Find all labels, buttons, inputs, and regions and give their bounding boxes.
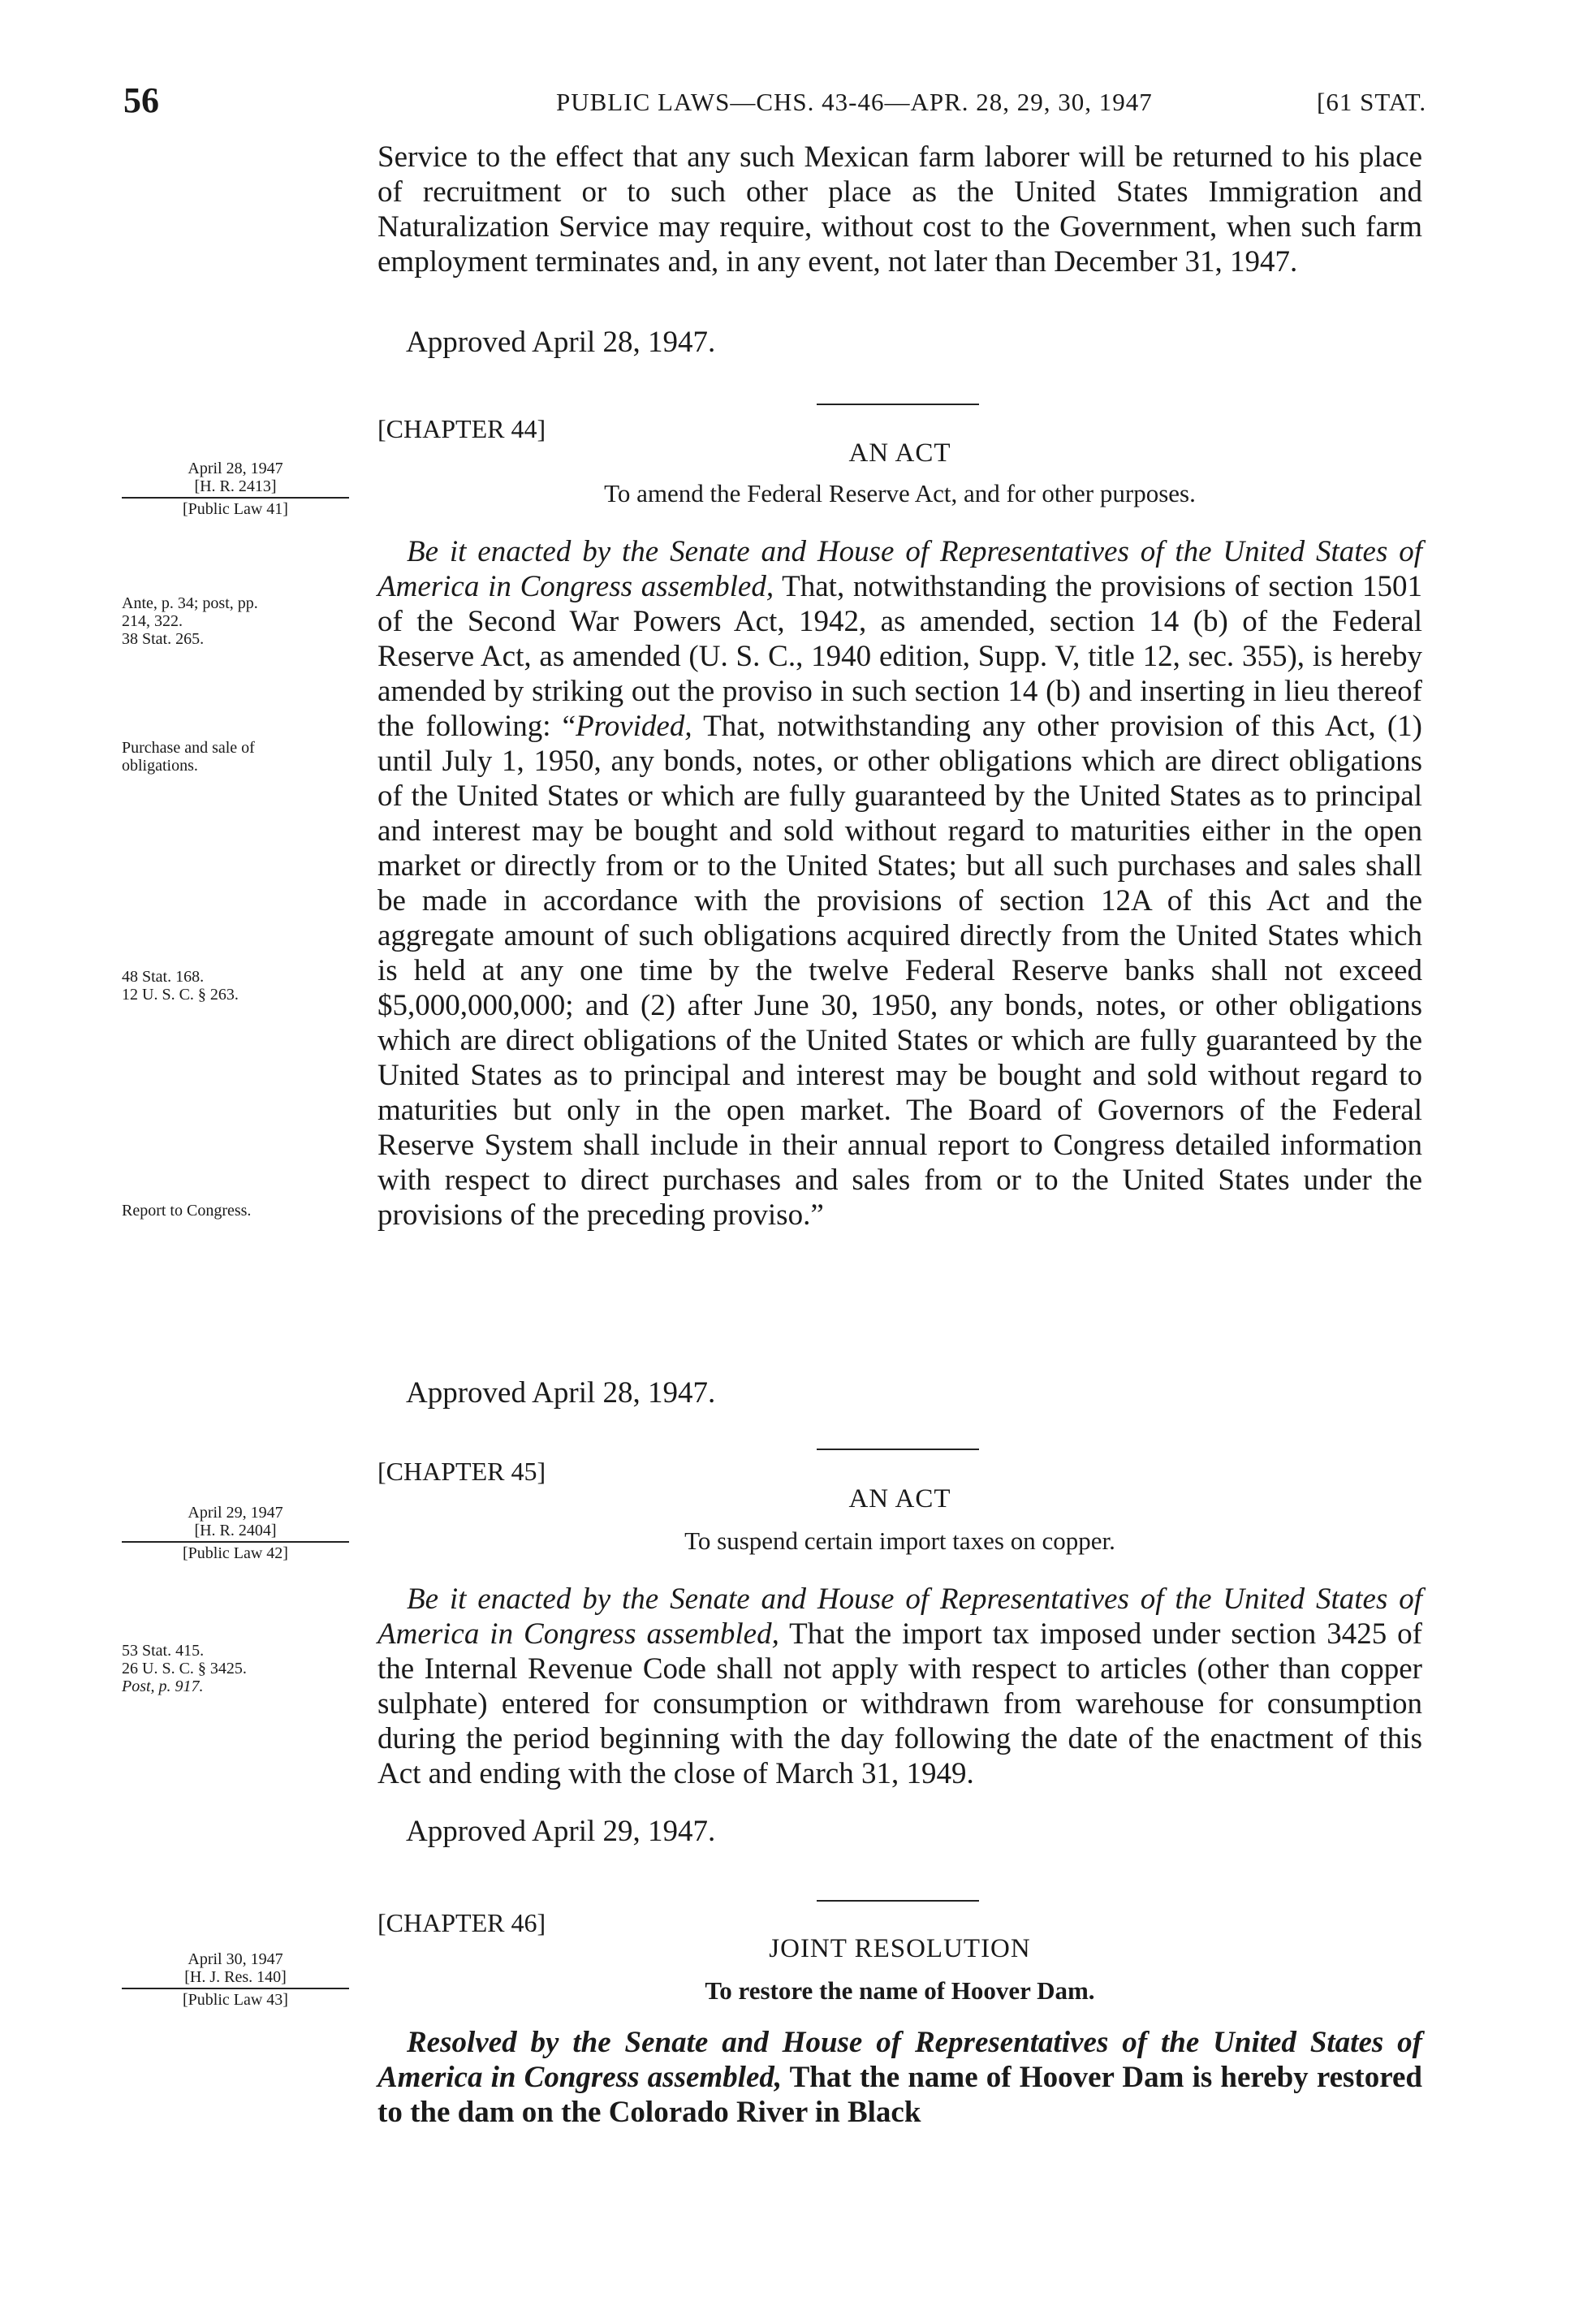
chapter-45-purpose: To suspend certain import taxes on copper.	[684, 1526, 1115, 1555]
chapter-44-purpose: To amend the Federal Reserve Act, and for other purposes.	[604, 479, 1196, 507]
approved-line-ch43: Approved April 28, 1947.	[406, 326, 716, 359]
ch45-side-date: April 29, 1947	[188, 1504, 283, 1522]
ch46-side-law: [Public Law 43]	[122, 1988, 349, 2009]
ch44-note-ante: Ante, p. 34; post, pp. 214, 322. 38 Stat. 265.	[122, 594, 258, 648]
continuation-paragraph: Service to the effect that any such Mexican farm laborer will be returned to his place of recruitment or to such other place as the United States Immigration and Naturalization Service may require, without cost to the Government, when such farm employment terminates and, in any event, not later than December 31, 1947.	[377, 140, 1422, 279]
chapter-45-body: Be it enacted by the Senate and House of Representatives of the United States of America in Congress assembled, That the import tax imposed under section 3425 of the Internal Revenue Code shall not apply with respect to articles (other than copper sulphate) entered for consumption or withdrawn from warehouse for consumption during the period beginning with the day following the date of the enactment of this Act and ending with the close of March 31, 1949.	[377, 1582, 1422, 1790]
chapter-46-margin-citation	[122, 1950, 349, 2009]
page-number: 56	[123, 80, 159, 120]
ch46-side-bill: [H. J. Res. 140]	[184, 1968, 287, 1986]
ch45-side-law: [Public Law 42]	[122, 1541, 349, 1562]
chapter-46-label: [CHAPTER 46]	[377, 1908, 546, 1937]
chapter-46-purpose: To restore the name of Hoover Dam.	[705, 1976, 1095, 2005]
ch44-note-stat: 48 Stat. 168. 12 U. S. C. § 263.	[122, 968, 239, 1004]
ch45-note-stat: 53 Stat. 415. 26 U. S. C. § 3425. Post, p. 917.	[122, 1642, 247, 1695]
volume-reference: [61 STAT.	[1317, 88, 1427, 116]
chapter-46-body: Resolved by the Senate and House of Representatives of the United States of America in Congress assembled, That the name of Hoover Dam is hereby restored to the dam on the Colorado River in Black	[377, 2026, 1422, 2129]
chapter-46-act-title: JOINT RESOLUTION	[769, 1934, 1031, 1963]
ch44-side-date: April 28, 1947	[188, 460, 283, 477]
approved-line-ch45: Approved April 29, 1947.	[406, 1815, 716, 1848]
section-rule-45	[817, 1449, 979, 1450]
chapter-44-label: [CHAPTER 44]	[377, 414, 546, 443]
ch44-note-report: Report to Congress.	[122, 1202, 252, 1220]
approved-line-ch44: Approved April 28, 1947.	[406, 1376, 716, 1410]
chapter-45-label: [CHAPTER 45]	[377, 1457, 546, 1486]
ch44-side-law: [Public Law 41]	[122, 497, 349, 518]
chapter-45-act-title: AN ACT	[848, 1484, 951, 1513]
chapter-44-margin-citation	[122, 460, 349, 518]
chapter-44-act-title: AN ACT	[848, 438, 951, 468]
section-rule-46	[817, 1900, 979, 1902]
ch44-side-bill: [H. R. 2413]	[194, 477, 277, 495]
section-rule-44	[817, 404, 979, 405]
running-title: PUBLIC LAWS—CHS. 43-46—APR. 28, 29, 30, 1947	[556, 88, 1153, 116]
chapter-44-body: Be it enacted by the Senate and House of Representatives of the United States of America in Congress assembled, That, notwithstanding the provisions of section 1501 of the Second War Powers Act, 1942, as amended, section 14 (b) of the Federal Reserve Act, as amended (U. S. C., 1940 edition, Supp. V, title 12, sec. 355), is hereby amended by striking out the proviso in such section 14 (b) and inserting in lieu thereof the following: “Provided, That, notwithstanding any other provision of this Act, (1) until July 1, 1950, any bonds, notes, or other obligations which are direct obligations of the United States or which are fully guaranteed by the United States as to principal and interest may be bought and sold without regard to maturities either in the open market or directly from or to the United States; but all such purchases and sales shall be made in accordance with the provisions of section 12A of this Act and the aggregate amount of such obligations acquired directly from the United States which is held at any one time by the twelve Federal Reserve banks shall not exceed $5,000,000,000; and (2) after June 30, 1950, any bonds, notes, or other obligations which are direct obligations of the United States or which are fully guaranteed by the United States as to principal and interest may be bought and sold without regard to maturities but only in the open market. The Board of Governors of the Federal Reserve System shall include in their annual report to Congress detailed information with respect to direct purchases and sales from or to the United States under the provisions of the preceding proviso.”	[377, 535, 1422, 1232]
ch45-side-bill: [H. R. 2404]	[194, 1522, 277, 1539]
ch46-side-date: April 30, 1947	[188, 1950, 283, 1968]
ch44-note-purchase: Purchase and sale of obligations.	[122, 739, 255, 775]
chapter-45-margin-citation	[122, 1504, 349, 1562]
